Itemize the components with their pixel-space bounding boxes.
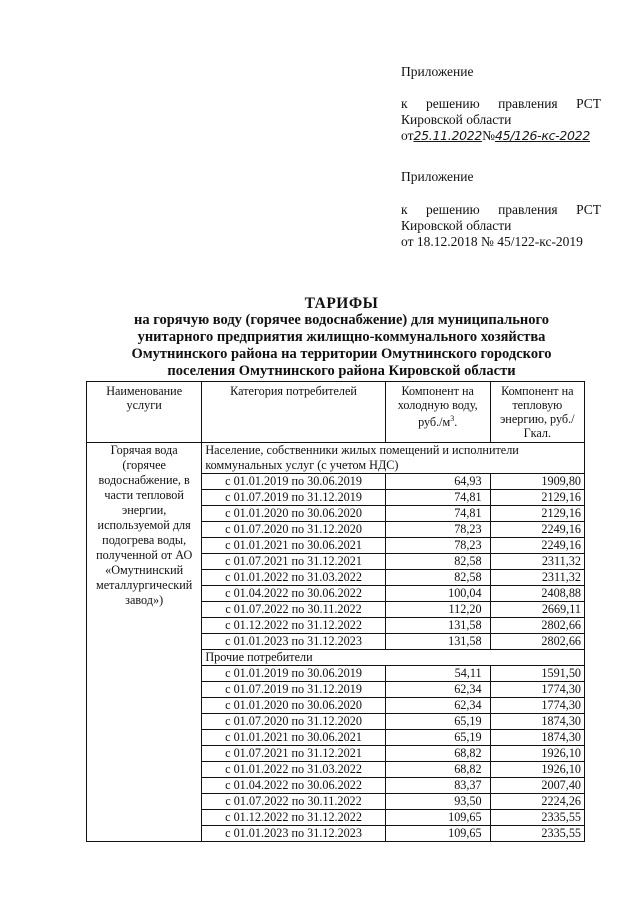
heat-value-cell: 1874,30 bbox=[490, 730, 584, 746]
cold-value-cell: 74,81 bbox=[385, 490, 490, 506]
header-service: Наименование услуги bbox=[87, 382, 202, 443]
cold-value-cell: 78,23 bbox=[385, 522, 490, 538]
appendix-1-word: РСТ bbox=[576, 96, 601, 111]
heat-value-cell: 1874,30 bbox=[490, 714, 584, 730]
heat-value-cell: 2249,16 bbox=[490, 522, 584, 538]
cold-value-cell: 82,58 bbox=[385, 570, 490, 586]
heat-value-cell: 1926,10 bbox=[490, 746, 584, 762]
heading-line: унитарного предприятия жилищно-коммунального хозяйства bbox=[137, 329, 546, 345]
heat-value-cell: 1774,30 bbox=[490, 698, 584, 714]
appendix-2-line-3: от 18.12.2018 № 45/122-кс-2019 bbox=[401, 234, 583, 249]
period-cell: с 01.04.2022 по 30.06.2022 bbox=[202, 586, 385, 602]
period-cell: с 01.01.2019 по 30.06.2019 bbox=[202, 666, 385, 682]
heat-value-cell: 2249,16 bbox=[490, 538, 584, 554]
appendix-1-title bbox=[401, 64, 601, 80]
cold-value-cell: 74,81 bbox=[385, 506, 490, 522]
group-name-cell: Прочие потребители bbox=[202, 650, 585, 666]
heat-value-cell: 1591,50 bbox=[490, 666, 584, 682]
period-cell: с 01.01.2020 по 30.06.2020 bbox=[202, 698, 385, 714]
period-cell: с 01.01.2023 по 31.12.2023 bbox=[202, 634, 385, 650]
period-cell: с 01.01.2022 по 31.03.2022 bbox=[202, 762, 385, 778]
period-cell: с 01.07.2021 по 31.12.2021 bbox=[202, 554, 385, 570]
heading-line: Омутнинского района на территории Омутнинского городского bbox=[131, 346, 552, 362]
period-cell: с 01.07.2019 по 31.12.2019 bbox=[202, 490, 385, 506]
heading-line: поселения Омутнинского района Кировской области bbox=[167, 363, 516, 379]
cold-value-cell: 65,19 bbox=[385, 730, 490, 746]
handwritten-number: 45/126-кс-2022 bbox=[494, 128, 590, 143]
heat-value-cell: 2802,66 bbox=[490, 634, 584, 650]
cold-value-cell: 131,58 bbox=[385, 634, 490, 650]
appendix-1-word: правления bbox=[498, 96, 558, 111]
cold-value-cell: 65,19 bbox=[385, 714, 490, 730]
appendix-1-word: решению bbox=[425, 96, 480, 111]
cold-value-cell: 112,20 bbox=[385, 602, 490, 618]
cold-value-cell: 62,34 bbox=[385, 682, 490, 698]
group-row bbox=[87, 443, 585, 474]
period-cell: с 01.07.2020 по 31.12.2020 bbox=[202, 714, 385, 730]
cold-value-cell: 93,50 bbox=[385, 794, 490, 810]
cold-value-cell: 109,65 bbox=[385, 810, 490, 826]
heat-value-cell: 2007,40 bbox=[490, 778, 584, 794]
service-name-cell: Горячая вода (горячее водоснабжение, в части тепловой энергии, используемой для подогрева воды, полученной от АО «Омутнинский металлургический завод») bbox=[87, 443, 202, 842]
document-heading bbox=[100, 295, 583, 380]
cold-value-cell: 82,58 bbox=[385, 554, 490, 570]
cold-value-cell: 68,82 bbox=[385, 746, 490, 762]
heat-value-cell: 2129,16 bbox=[490, 490, 584, 506]
appendix-1-line-3 bbox=[401, 128, 601, 144]
period-cell: с 01.07.2022 по 30.11.2022 bbox=[202, 602, 385, 618]
heat-value-cell: 2224,26 bbox=[490, 794, 584, 810]
period-cell: с 01.01.2019 по 30.06.2019 bbox=[202, 474, 385, 490]
heat-value-cell: 2335,55 bbox=[490, 826, 584, 842]
handwritten-date: 25.11.2022 bbox=[413, 128, 483, 143]
heading-line: на горячую воду (горячее водоснабжение) для муниципального bbox=[134, 312, 549, 328]
number-sign: № bbox=[482, 128, 495, 143]
cold-value-cell: 62,34 bbox=[385, 698, 490, 714]
header-cold-sup: 3 bbox=[450, 414, 455, 423]
cold-value-cell: 83,37 bbox=[385, 778, 490, 794]
heading-title: ТАРИФЫ bbox=[304, 295, 379, 312]
header-heat-component: Компонент на тепловую энергию, руб./Гкал. bbox=[490, 382, 584, 443]
cold-value-cell: 68,82 bbox=[385, 762, 490, 778]
appendix-1-prefix: от bbox=[401, 128, 414, 143]
cold-value-cell: 54,11 bbox=[385, 666, 490, 682]
period-cell: с 01.12.2022 по 31.12.2022 bbox=[202, 810, 385, 826]
heat-value-cell: 1909,80 bbox=[490, 474, 584, 490]
header-cold-dot: . bbox=[454, 415, 458, 430]
appendix-1-body bbox=[401, 96, 601, 144]
cold-value-cell: 64,93 bbox=[385, 474, 490, 490]
appendix-2-word: правления bbox=[498, 202, 558, 217]
heat-value-cell: 1926,10 bbox=[490, 762, 584, 778]
period-cell: с 01.07.2019 по 31.12.2019 bbox=[202, 682, 385, 698]
appendix-1-line-2: Кировской области bbox=[401, 112, 512, 127]
header-cold-text: Компонент на холодную воду, руб./м bbox=[397, 384, 478, 430]
cold-value-cell: 100,04 bbox=[385, 586, 490, 602]
header-cold-component bbox=[385, 382, 490, 443]
header-category: Категория потребителей bbox=[202, 382, 385, 443]
period-cell: с 01.07.2022 по 30.11.2022 bbox=[202, 794, 385, 810]
period-cell: с 01.04.2022 по 30.06.2022 bbox=[202, 778, 385, 794]
appendix-2-word: РСТ bbox=[576, 202, 601, 217]
heat-value-cell: 2802,66 bbox=[490, 618, 584, 634]
appendix-2-title-text: Приложение bbox=[401, 169, 474, 184]
period-cell: с 01.07.2020 по 31.12.2020 bbox=[202, 522, 385, 538]
appendix-2-body bbox=[401, 202, 601, 250]
heat-value-cell: 2311,32 bbox=[490, 570, 584, 586]
heat-value-cell: 2311,32 bbox=[490, 554, 584, 570]
appendix-2-word: решению bbox=[425, 202, 480, 217]
heat-value-cell: 2669,11 bbox=[490, 602, 584, 618]
period-cell: с 01.01.2022 по 31.03.2022 bbox=[202, 570, 385, 586]
appendix-1-title-text: Приложение bbox=[401, 64, 474, 79]
cold-value-cell: 131,58 bbox=[385, 618, 490, 634]
table-body bbox=[87, 443, 585, 842]
group-name-cell: Население, собственники жилых помещений и исполнители коммунальных услуг (с учетом НДС) bbox=[202, 443, 585, 474]
heat-value-cell: 2129,16 bbox=[490, 506, 584, 522]
period-cell: с 01.01.2020 по 30.06.2020 bbox=[202, 506, 385, 522]
period-cell: с 01.01.2021 по 30.06.2021 bbox=[202, 730, 385, 746]
heat-value-cell: 2335,55 bbox=[490, 810, 584, 826]
period-cell: с 01.07.2021 по 31.12.2021 bbox=[202, 746, 385, 762]
appendix-2-line-2: Кировской области bbox=[401, 218, 512, 233]
appendix-1-word: к bbox=[401, 96, 408, 111]
appendix-2-title bbox=[401, 169, 601, 185]
appendix-2-line-1 bbox=[401, 202, 601, 218]
table-header-row bbox=[87, 382, 585, 443]
appendix-2-word: к bbox=[401, 202, 408, 217]
appendix-1-line-1 bbox=[401, 96, 601, 112]
tariff-table bbox=[86, 381, 585, 842]
heat-value-cell: 2408,88 bbox=[490, 586, 584, 602]
cold-value-cell: 109,65 bbox=[385, 826, 490, 842]
cold-value-cell: 78,23 bbox=[385, 538, 490, 554]
period-cell: с 01.12.2022 по 31.12.2022 bbox=[202, 618, 385, 634]
heat-value-cell: 1774,30 bbox=[490, 682, 584, 698]
period-cell: с 01.01.2023 по 31.12.2023 bbox=[202, 826, 385, 842]
period-cell: с 01.01.2021 по 30.06.2021 bbox=[202, 538, 385, 554]
